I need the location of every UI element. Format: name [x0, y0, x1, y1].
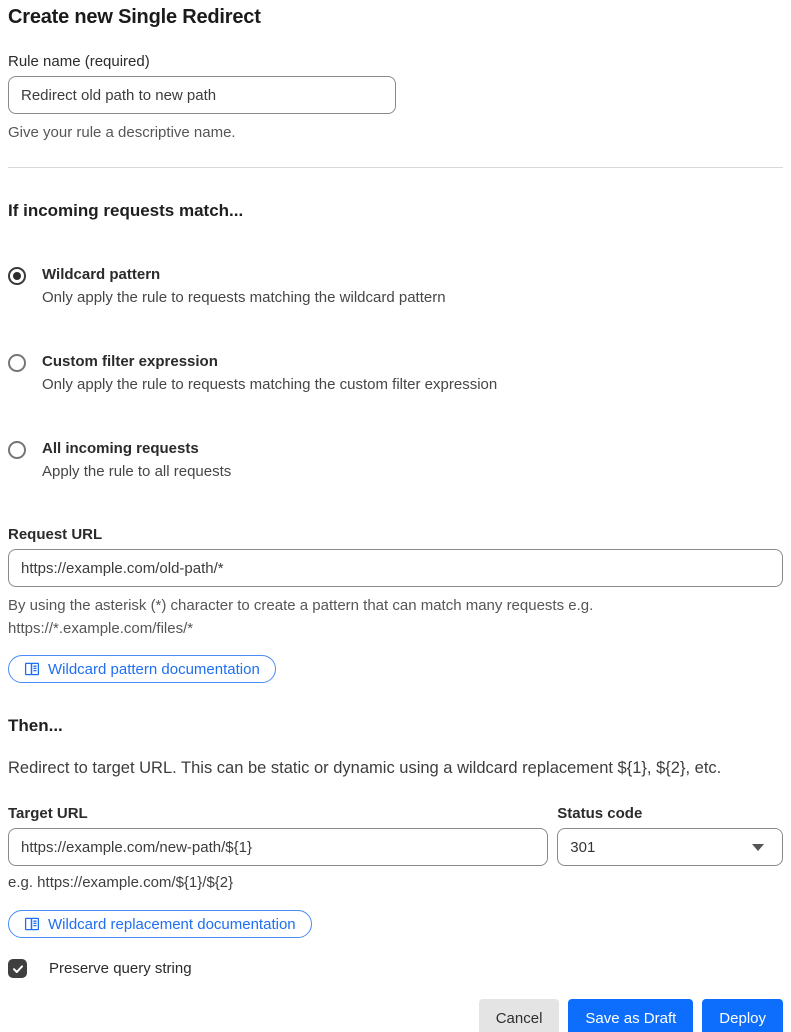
radio-description: Only apply the rule to requests matching the custom filter expression — [42, 376, 498, 393]
section-divider — [8, 167, 783, 168]
docs-button-label: Wildcard pattern documentation — [48, 660, 260, 678]
rule-name-input[interactable] — [8, 76, 396, 114]
preserve-query-label: Preserve query string — [49, 960, 192, 977]
book-icon — [24, 661, 40, 677]
target-status-row — [8, 805, 783, 866]
radio-custom-filter[interactable] — [8, 354, 26, 372]
radio-description: Only apply the rule to requests matching the wildcard pattern — [42, 289, 446, 306]
request-url-helper — [8, 594, 783, 640]
cancel-button[interactable]: Cancel — [479, 999, 560, 1032]
rule-name-helper: Give your rule a descriptive name. — [8, 124, 236, 141]
radio-texts — [42, 265, 446, 308]
request-url-input[interactable] — [8, 549, 783, 587]
wildcard-replacement-docs-button[interactable] — [8, 910, 312, 938]
radio-label: Wildcard pattern — [42, 266, 161, 283]
target-url-label: Target URL — [8, 805, 88, 822]
preserve-query-checkbox[interactable] — [8, 959, 27, 978]
target-url-helper: e.g. https://example.com/${1}/${2} — [8, 874, 234, 891]
status-code-value: 301 — [570, 838, 596, 856]
book-icon — [24, 916, 40, 932]
target-url-field — [8, 805, 548, 866]
deploy-button[interactable]: Deploy — [702, 999, 783, 1032]
match-type-radio-group — [8, 265, 783, 482]
target-url-input[interactable] — [8, 828, 548, 866]
then-description: Redirect to target URL. This can be static or dynamic using a wildcard replacement ${1}, ${2}, etc. — [8, 759, 722, 777]
radio-description: Apply the rule to all requests — [42, 463, 232, 480]
radio-wildcard-pattern[interactable] — [8, 267, 26, 285]
footer-actions — [8, 999, 783, 1032]
radio-option-wildcard-pattern[interactable] — [8, 265, 783, 308]
radio-option-custom-filter[interactable] — [8, 352, 783, 395]
preserve-query-row[interactable] — [8, 959, 783, 978]
request-url-helper-line2: https://*.example.com/files/* — [8, 620, 194, 637]
radio-label: Custom filter expression — [42, 353, 218, 370]
request-url-helper-line1: By using the asterisk (*) character to create a pattern that can match many requests e.g. — [8, 597, 594, 614]
then-section-heading: Then... — [8, 716, 63, 735]
radio-label: All incoming requests — [42, 440, 199, 457]
radio-texts — [42, 439, 231, 482]
page-title: Create new Single Redirect — [8, 6, 261, 28]
create-redirect-form — [0, 6, 791, 1032]
docs-button-label: Wildcard replacement documentation — [48, 915, 296, 933]
wildcard-pattern-docs-button[interactable] — [8, 655, 276, 683]
status-code-select[interactable] — [557, 828, 783, 866]
chevron-down-icon — [752, 844, 764, 851]
request-url-label: Request URL — [8, 526, 103, 543]
radio-texts — [42, 352, 497, 395]
check-icon — [12, 963, 24, 975]
radio-all-requests[interactable] — [8, 441, 26, 459]
radio-option-all-requests[interactable] — [8, 439, 783, 482]
save-as-draft-button[interactable]: Save as Draft — [568, 999, 693, 1032]
status-code-label: Status code — [557, 805, 643, 822]
status-code-field — [557, 805, 783, 866]
rule-name-label: Rule name (required) — [8, 53, 150, 70]
match-section-heading: If incoming requests match... — [8, 201, 244, 220]
